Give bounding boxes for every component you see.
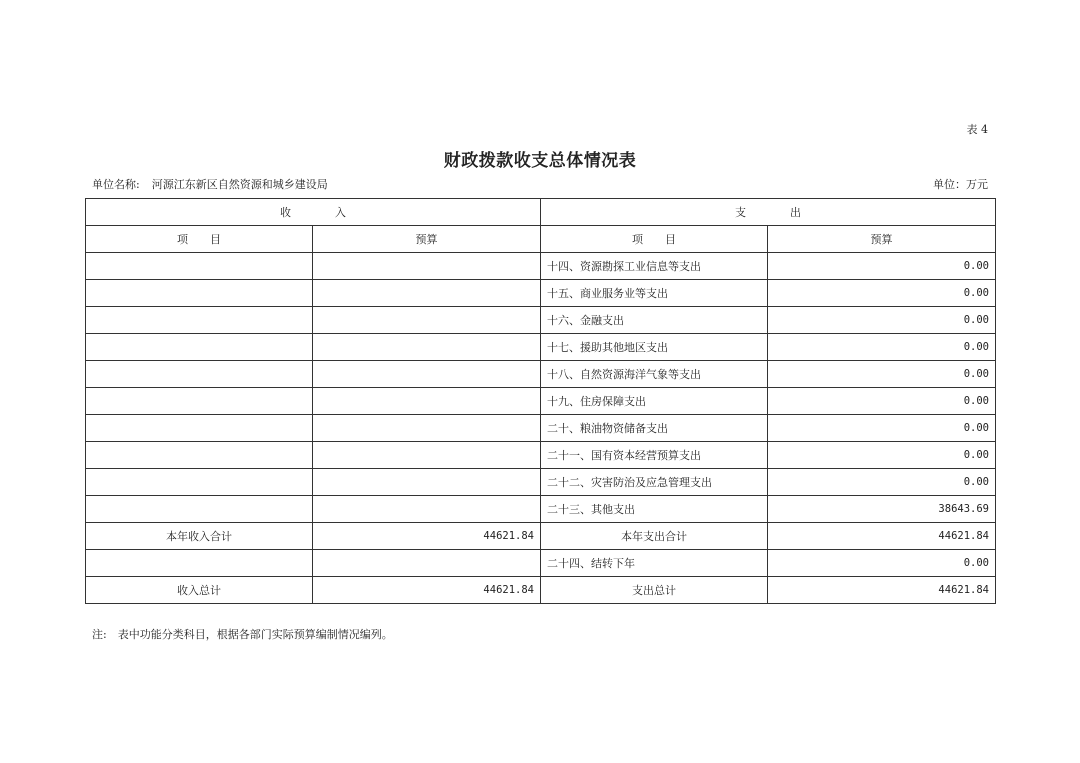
- expense-budget-cell: 0.00: [768, 469, 996, 496]
- income-budget-cell: 44621.84: [313, 577, 541, 604]
- expense-budget-cell: 0.00: [768, 280, 996, 307]
- table-row: [86, 550, 996, 577]
- expense-budget-cell: 44621.84: [768, 577, 996, 604]
- expense-item-cell: 二十、粮油物资储备支出: [541, 415, 768, 442]
- expense-item-cell: 本年支出合计: [541, 523, 768, 550]
- expense-item-cell: 二十一、国有资本经营预算支出: [541, 442, 768, 469]
- income-budget-cell: [313, 253, 541, 280]
- income-budget-cell: [313, 442, 541, 469]
- income-item-header: 项 目: [86, 226, 313, 253]
- expense-item-cell: 二十四、结转下年: [541, 550, 768, 577]
- expense-budget-cell: 0.00: [768, 361, 996, 388]
- expense-budget-cell: 0.00: [768, 415, 996, 442]
- income-budget-cell: [313, 496, 541, 523]
- income-budget-cell: [313, 550, 541, 577]
- income-item-cell: [86, 415, 313, 442]
- expense-item-cell: 二十二、灾害防治及应急管理支出: [541, 469, 768, 496]
- expense-budget-cell: 0.00: [768, 442, 996, 469]
- income-item-cell: [86, 334, 313, 361]
- expense-item-cell: 十八、自然资源海洋气象等支出: [541, 361, 768, 388]
- unit-name: 河源江东新区自然资源和城乡建设局: [151, 178, 328, 191]
- income-budget-header: 预算: [313, 226, 541, 253]
- table-row: [86, 415, 996, 442]
- income-item-cell: [86, 442, 313, 469]
- expense-budget-header: 预算: [768, 226, 996, 253]
- table-row: [86, 307, 996, 334]
- expense-budget-cell: 0.00: [768, 334, 996, 361]
- expense-budget-cell: 0.00: [768, 388, 996, 415]
- table-row: [86, 253, 996, 280]
- income-header: 收 入: [86, 199, 541, 226]
- income-budget-cell: [313, 334, 541, 361]
- table-row: [86, 388, 996, 415]
- income-item-cell: 收入总计: [86, 577, 313, 604]
- income-budget-cell: [313, 280, 541, 307]
- income-item-cell: [86, 253, 313, 280]
- expense-item-cell: 十九、住房保障支出: [541, 388, 768, 415]
- footnote: 注: 表中功能分类科目，根据各部门实际预算编制情况编列。: [92, 628, 393, 641]
- expense-item-cell: 十五、商业服务业等支出: [541, 280, 768, 307]
- page-title: 财政拨款收支总体情况表: [443, 151, 637, 171]
- expense-item-cell: 十四、资源勘探工业信息等支出: [541, 253, 768, 280]
- expense-item-cell: 十六、金融支出: [541, 307, 768, 334]
- income-item-cell: [86, 280, 313, 307]
- table-row: [86, 361, 996, 388]
- expense-item-header: 项 目: [541, 226, 768, 253]
- income-item-cell: [86, 496, 313, 523]
- table-row: [86, 469, 996, 496]
- table-row: [86, 280, 996, 307]
- expense-item-cell: 二十三、其他支出: [541, 496, 768, 523]
- expense-budget-cell: 0.00: [768, 253, 996, 280]
- expense-budget-cell: 44621.84: [768, 523, 996, 550]
- table-number: 表 4: [966, 123, 988, 136]
- unit-name-line: [92, 176, 328, 192]
- income-item-cell: [86, 469, 313, 496]
- table-row: [86, 334, 996, 361]
- income-item-cell: [86, 388, 313, 415]
- unit-label: 单位：万元: [933, 178, 988, 191]
- income-item-cell: 本年收入合计: [86, 523, 313, 550]
- table-row: [86, 442, 996, 469]
- table-row: [86, 577, 996, 604]
- unit-name-label: 单位名称:: [92, 178, 140, 191]
- expense-header: 支 出: [541, 199, 996, 226]
- income-budget-cell: [313, 388, 541, 415]
- expense-item-cell: 支出总计: [541, 577, 768, 604]
- income-item-cell: [86, 361, 313, 388]
- income-item-cell: [86, 307, 313, 334]
- expense-budget-cell: 0.00: [768, 307, 996, 334]
- table-row: [86, 496, 996, 523]
- expense-budget-cell: 38643.69: [768, 496, 996, 523]
- header-row-group: [86, 199, 996, 226]
- expense-budget-cell: 0.00: [768, 550, 996, 577]
- income-budget-cell: [313, 307, 541, 334]
- income-budget-cell: 44621.84: [313, 523, 541, 550]
- income-item-cell: [86, 550, 313, 577]
- table-row: [86, 523, 996, 550]
- income-budget-cell: [313, 469, 541, 496]
- income-budget-cell: [313, 361, 541, 388]
- budget-table: [85, 198, 996, 604]
- expense-item-cell: 十七、援助其他地区支出: [541, 334, 768, 361]
- income-budget-cell: [313, 415, 541, 442]
- header-row-columns: [86, 226, 996, 253]
